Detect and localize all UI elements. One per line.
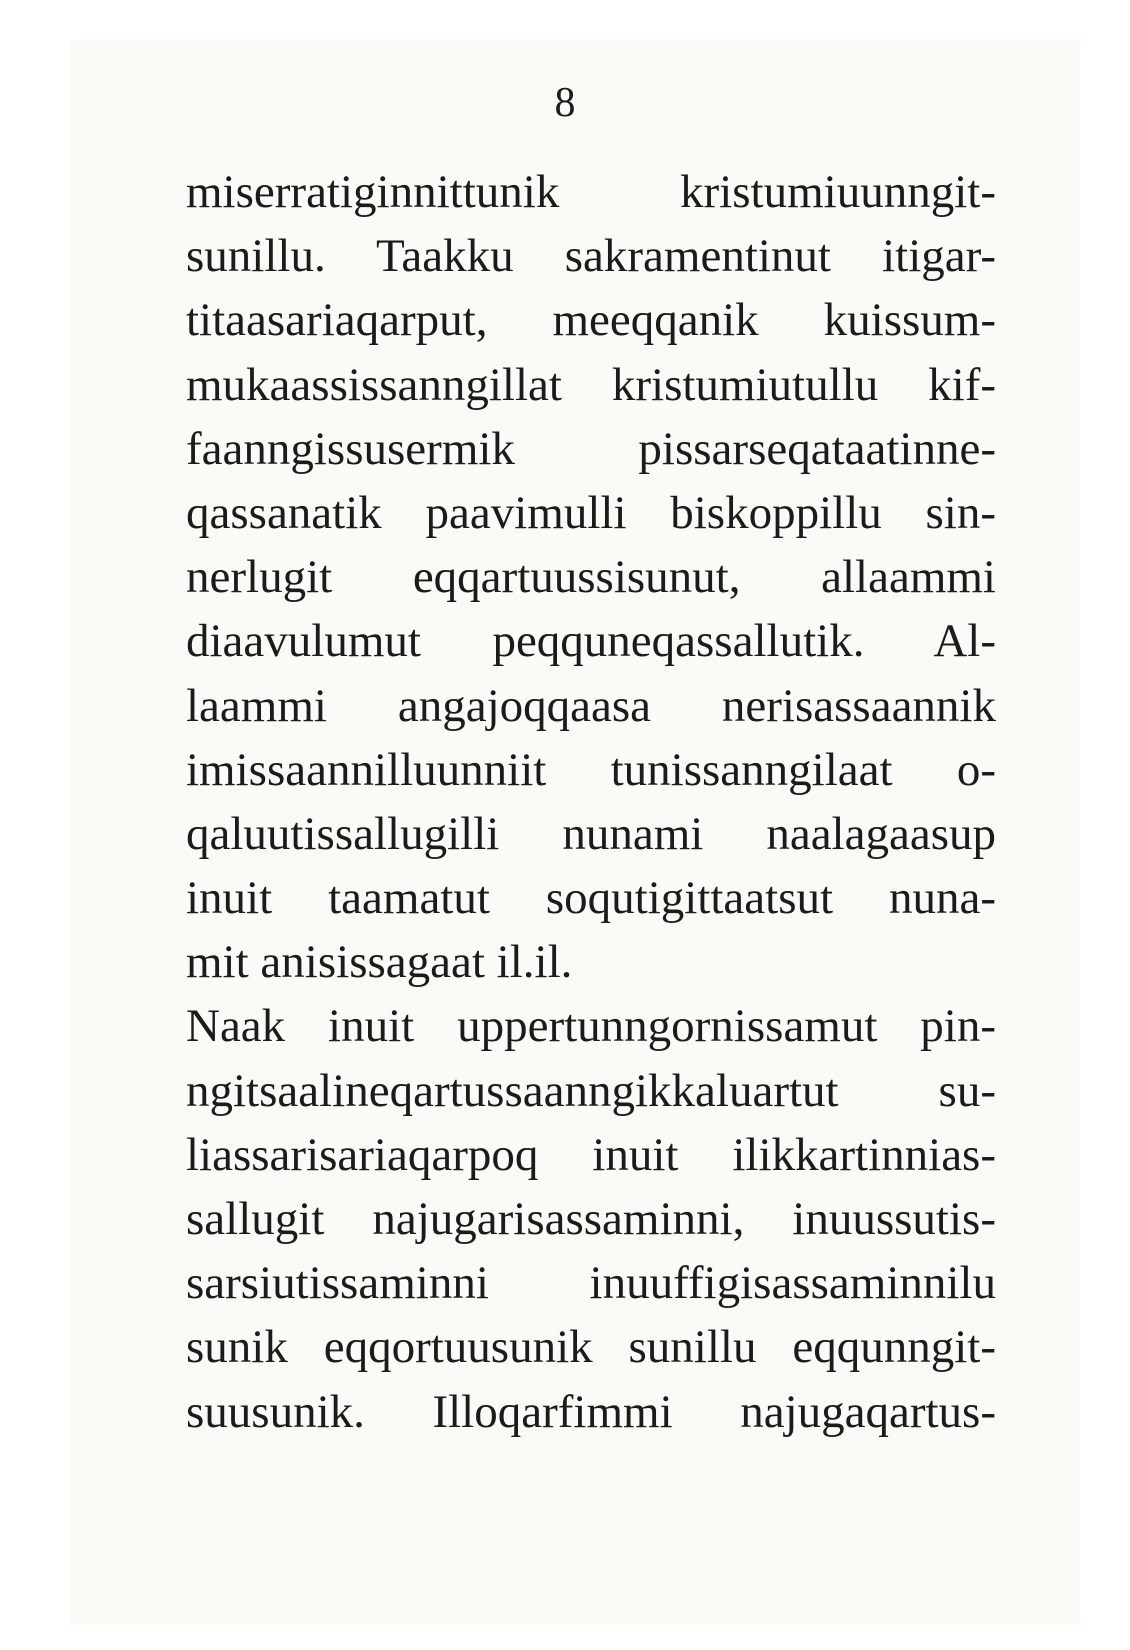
text-line: titaasariaqarput, meeqqanik kuissum- bbox=[186, 294, 996, 347]
page-number: 8 bbox=[554, 80, 576, 126]
text-line: faanngissusermik pissarseqataatinne- bbox=[186, 422, 996, 475]
text-line: imissaannilluunniit tunissanngilaat o- bbox=[186, 743, 996, 796]
text-line: sunillu. Taakku sakramentinut itigar- bbox=[186, 230, 996, 283]
text-line: qassanatik paavimulli biskoppillu sin- bbox=[186, 486, 996, 539]
text-line: liassarisariaqarpoq inuit ilikkartinnias- bbox=[186, 1128, 996, 1181]
text-line: ngitsaalineqartussaanngikkaluartut su- bbox=[186, 1064, 996, 1117]
body-text bbox=[186, 160, 996, 1444]
text-line: sarsiutissaminni inuuffigisassaminnilu bbox=[186, 1257, 996, 1310]
text-line: laammi angajoqqaasa nerisassaannik bbox=[186, 679, 996, 732]
text-line: sallugit najugarisassaminni, inuussutis- bbox=[186, 1193, 996, 1245]
text-line: diaavulumut peqquneqassallutik. Al- bbox=[186, 615, 996, 668]
text-line: mit anisissagaat il.il. bbox=[186, 936, 573, 989]
text-line: nerlugit eqqartuussisunut, allaammi bbox=[186, 551, 996, 604]
text-line: suusunik. Illoqarfimmi najugaqartus- bbox=[186, 1385, 996, 1438]
text-line: sunik eqqortuusunik sunillu eqqunngit- bbox=[186, 1321, 996, 1374]
text-line: inuit taamatut soqutigittaatsut nuna- bbox=[186, 872, 996, 925]
text-line: Naak inuit uppertunngornissamut pin- bbox=[186, 1000, 996, 1053]
text-line: miserratiginnittunik kristumiuunngit- bbox=[186, 166, 996, 218]
text-line: mukaassissanngillat kristumiutullu kif- bbox=[186, 358, 996, 411]
text-line: qaluutissallugilli nunami naalagaasup bbox=[186, 807, 996, 860]
